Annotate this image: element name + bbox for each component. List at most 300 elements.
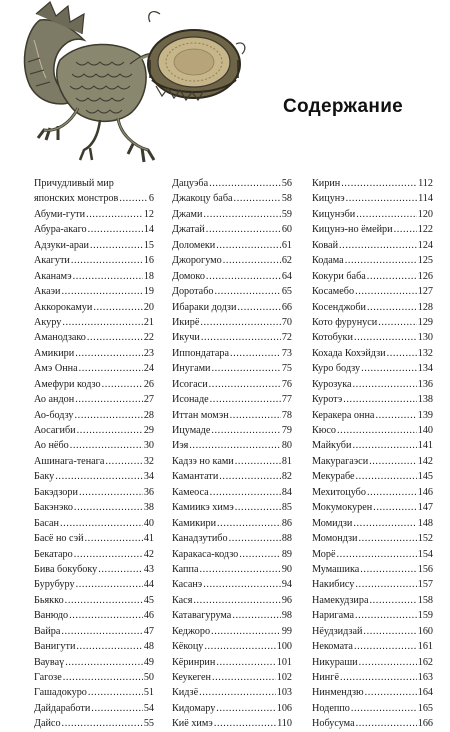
dragon-body	[57, 44, 146, 121]
toc-entry-page: 75	[281, 363, 292, 375]
toc-entry-page: 100	[276, 641, 292, 653]
toc-entry	[34, 469, 154, 484]
toc-leader-dots	[74, 500, 143, 515]
toc-entry	[312, 716, 433, 731]
toc-entry-title: Косенджоби	[312, 301, 366, 313]
toc-entry-title: Некомата	[312, 641, 353, 653]
toc-entry	[172, 562, 292, 577]
toc-entry-page: 23	[143, 347, 154, 359]
toc-entry-title: Кото фурунуси	[312, 316, 378, 328]
toc-entry-title: Кирин	[312, 178, 341, 189]
toc-entry-page: 40	[143, 517, 154, 529]
toc-leader-dots	[212, 361, 281, 376]
toc-entry-page: 129	[417, 316, 433, 328]
toc-entry-title: Аккорокамуи	[34, 301, 93, 313]
toc-entry	[312, 284, 433, 299]
toc-entry-page: 21	[143, 316, 154, 328]
toc-entry-title: Джами	[172, 208, 203, 220]
toc-leader-dots	[351, 701, 417, 716]
toc-entry	[34, 716, 154, 731]
toc-leader-dots	[206, 222, 281, 237]
toc-entry	[172, 438, 292, 453]
toc-entry	[172, 469, 292, 484]
toc-entry-page: 77	[281, 394, 292, 406]
toc-leader-dots	[216, 701, 275, 716]
toc-entry-page: 80	[281, 440, 292, 452]
toc-entry-title: Ибараки додзи	[172, 301, 237, 313]
toc-leader-dots	[79, 485, 143, 500]
toc-entry-title: Амикири	[34, 347, 75, 359]
toc-leader-dots	[360, 562, 416, 577]
toc-entry-page: 163	[417, 672, 433, 683]
toc-entry	[312, 269, 433, 284]
toc-leader-dots	[93, 300, 142, 315]
toc-leader-dots	[359, 655, 417, 670]
toc-entry	[34, 392, 154, 407]
toc-entry	[172, 624, 292, 639]
toc-leader-dots	[209, 176, 281, 191]
toc-entry	[172, 701, 292, 716]
toc-leader-dots	[55, 469, 143, 484]
toc-entry-title: Дайдаработи	[34, 702, 91, 714]
toc-entry	[312, 361, 433, 376]
toc-leader-dots	[214, 284, 280, 299]
toc-entry-page: 139	[417, 409, 433, 421]
toc-leader-dots	[63, 670, 143, 685]
toc-entry-page: 132	[417, 347, 433, 359]
toc-entry-title: Канадзутибо	[172, 533, 228, 545]
toc-entry	[34, 593, 154, 608]
toc-entry-title: Домоко	[172, 270, 205, 282]
toc-leader-dots	[88, 222, 143, 237]
toc-entry	[172, 191, 292, 206]
toc-entry	[312, 300, 433, 315]
toc-entry	[34, 222, 154, 237]
toc-entry-title: Каппа	[172, 563, 199, 575]
toc-leader-dots	[209, 377, 281, 392]
toc-leader-dots	[71, 253, 143, 268]
toc-entry-title: Кадзэ но ками	[172, 455, 234, 467]
toc-entry-title: Басё но сэй	[34, 533, 84, 545]
toc-entry-title: Мокумокурен	[312, 502, 373, 514]
toc-entry	[312, 438, 433, 453]
toc-leader-dots	[199, 685, 276, 700]
toc-entry-page: 72	[281, 332, 292, 344]
toc-entry-page: 48	[143, 641, 154, 653]
toc-entry-title: Ао андон	[34, 394, 75, 406]
toc-entry	[34, 500, 154, 515]
toc-entry-title: Камеоса	[172, 486, 209, 498]
toc-entry	[312, 655, 433, 670]
toc-entry-page: 148	[417, 517, 433, 529]
toc-leader-dots	[361, 361, 417, 376]
toc-entry	[172, 485, 292, 500]
toc-leader-dots	[76, 639, 142, 654]
toc-entry-page: 66	[281, 301, 292, 313]
toc-entry-title: Нёудзидзай	[312, 625, 363, 637]
toc-entry-page: 32	[143, 455, 154, 467]
toc-entry	[312, 222, 433, 237]
toc-entry-page: 29	[143, 425, 154, 436]
toc-entry-page: 70	[281, 316, 292, 328]
toc-entry	[34, 207, 154, 222]
toc-entry	[34, 377, 154, 392]
toc-leader-dots	[210, 485, 281, 500]
toc-entry	[34, 670, 154, 685]
toc-entry	[312, 330, 433, 345]
toc-columns	[34, 176, 433, 732]
toc-entry	[34, 655, 154, 670]
toc-entry-page: 41	[143, 533, 154, 545]
toc-entry-page: 20	[143, 301, 154, 313]
toc-entry-page: 124	[417, 239, 433, 251]
toc-entry-title: Морё	[312, 548, 336, 560]
toc-entry-title: Мекурабе	[312, 471, 355, 483]
toc-leader-dots	[76, 577, 143, 592]
toc-entry-page: 56	[281, 178, 292, 189]
toc-leader-dots	[367, 485, 417, 500]
toc-entry-title: Баку	[34, 471, 55, 483]
toc-entry-title: Камантати	[172, 471, 219, 483]
toc-entry-page: 134	[417, 363, 433, 375]
toc-entry	[34, 608, 154, 623]
toc-entry-page: 36	[143, 486, 154, 498]
toc-entry-title: Доломеки	[172, 239, 216, 251]
toc-entry-title: Накибису	[312, 579, 355, 591]
toc-entry-page: 15	[143, 239, 154, 251]
toc-entry	[172, 253, 292, 268]
toc-entry-page: 42	[143, 548, 154, 560]
toc-leader-dots	[387, 346, 417, 361]
toc-leader-dots	[203, 207, 280, 222]
toc-entry-page: 59	[281, 208, 292, 220]
toc-entry-title: Иппондатара	[172, 347, 229, 359]
toc-leader-dots	[86, 207, 143, 222]
toc-entry-title: Джатай	[172, 224, 205, 236]
toc-entry-page: 103	[276, 687, 292, 699]
toc-leader-dots	[69, 608, 143, 623]
toc-entry-title: Адзуки-араи	[34, 239, 89, 251]
toc-entry-title: Кицунэ-но ёмейри	[312, 224, 393, 236]
toc-entry-title: Джакоцу баба	[172, 193, 233, 205]
toc-entry-page: 24	[143, 363, 154, 375]
toc-entry-title: Абура-акаго	[34, 224, 87, 236]
toc-entry-title: Джорогумо	[172, 255, 222, 267]
toc-entry-page: 60	[281, 224, 292, 236]
toc-leader-dots	[230, 346, 281, 361]
toc-entry-title: Нингё	[312, 672, 339, 683]
toc-entry	[172, 670, 292, 685]
toc-entry-page: 98	[281, 610, 292, 622]
toc-entry	[34, 624, 154, 639]
toc-entry	[172, 500, 292, 515]
toc-entry	[172, 608, 292, 623]
toc-entry-title: Кодама	[312, 255, 344, 267]
toc-entry	[172, 300, 292, 315]
toc-entry-title: Ао нёбо	[34, 440, 69, 452]
toc-entry-page: 47	[143, 625, 154, 637]
toc-entry	[172, 377, 292, 392]
toc-entry-title: Касанэ	[172, 579, 203, 591]
toc-entry-title: Камикири	[172, 517, 217, 529]
toc-entry	[34, 639, 154, 654]
toc-entry	[172, 423, 292, 438]
toc-leader-dots	[210, 392, 281, 407]
toc-leader-dots	[77, 423, 143, 438]
toc-entry-page: 12	[143, 208, 154, 220]
toc-entry-title: Акуру	[34, 316, 62, 328]
toc-entry-page: 81	[281, 455, 292, 467]
toc-entry	[34, 547, 154, 562]
toc-entry-page: 26	[143, 378, 154, 390]
toc-entry	[172, 238, 292, 253]
toc-entry	[172, 330, 292, 345]
toc-entry-page: 127	[417, 286, 433, 298]
toc-entry-title: Гашадокуро	[34, 687, 87, 699]
toc-entry-title: Каракаса-кодзо	[172, 548, 239, 560]
toc-leader-dots	[356, 716, 417, 731]
toc-leader-dots	[343, 392, 416, 407]
toc-leader-dots	[341, 176, 417, 191]
mirror-disc	[148, 30, 240, 98]
toc-entry	[34, 577, 154, 592]
toc-column-3	[312, 176, 433, 732]
toc-entry-title: Намекудзира	[312, 594, 369, 606]
toc-leader-dots	[70, 438, 143, 453]
toc-entry-page: 147	[417, 502, 433, 514]
toc-entry	[312, 423, 433, 438]
toc-entry	[34, 454, 154, 469]
dragon-leg-left	[38, 108, 78, 140]
toc-entry-page: 43	[143, 563, 154, 575]
toc-entry-title: Исогаси	[172, 378, 208, 390]
toc-entry	[172, 392, 292, 407]
toc-entry-title: Причудливый мир	[34, 178, 114, 189]
toc-entry	[172, 531, 292, 546]
toc-entry-title: Курозука	[312, 378, 352, 390]
toc-entry-title: Вайра	[34, 625, 61, 637]
toc-column-2	[172, 176, 292, 732]
toc-entry-page: 112	[418, 178, 433, 189]
toc-entry-page: 27	[143, 394, 154, 406]
toc-column-1	[34, 176, 154, 732]
toc-entry-page: 54	[143, 702, 154, 714]
toc-entry-page: 110	[277, 718, 292, 730]
toc-entry-page: 51	[143, 687, 154, 699]
toc-entry-title: Аманодзако	[34, 332, 86, 344]
toc-leader-dots	[235, 500, 281, 515]
dragon-leg-right	[118, 118, 154, 162]
toc-entry	[34, 346, 154, 361]
toc-entry-page: 122	[417, 224, 433, 236]
toc-leader-dots	[88, 685, 143, 700]
toc-entry-page: 76	[281, 378, 292, 390]
toc-leader-dots	[62, 284, 143, 299]
toc-entry	[172, 577, 292, 592]
toc-entry-page: 50	[143, 672, 154, 683]
toc-entry-page: 30	[143, 440, 154, 452]
toc-leader-dots	[201, 330, 281, 345]
toc-entry	[34, 300, 154, 315]
toc-entry-page: 19	[143, 286, 154, 298]
toc-entry	[34, 485, 154, 500]
toc-entry-page: 99	[281, 625, 292, 637]
toc-entry	[312, 454, 433, 469]
toc-entry-title: Камиикэ химэ	[172, 502, 234, 514]
page-title: Содержание	[283, 96, 404, 117]
toc-entry	[34, 191, 154, 206]
toc-entry-page: 46	[143, 610, 154, 622]
toc-entry-title: Кася	[172, 594, 193, 606]
toc-entry-title: Кюсо	[312, 425, 337, 436]
toc-entry-page: 128	[417, 301, 433, 313]
toc-entry	[172, 207, 292, 222]
toc-leader-dots	[211, 624, 281, 639]
toc-entry-page: 94	[281, 579, 292, 591]
toc-entry	[34, 284, 154, 299]
toc-leader-dots	[223, 253, 281, 268]
toc-leader-dots	[373, 500, 417, 515]
toc-leader-dots	[199, 562, 280, 577]
toc-entry-page: 165	[417, 702, 433, 714]
toc-entry	[172, 346, 292, 361]
toc-entry	[312, 408, 433, 423]
toc-entry-title: Доротабо	[172, 286, 214, 298]
toc-entry-page: 140	[417, 425, 433, 436]
toc-entry	[34, 253, 154, 268]
toc-leader-dots	[75, 346, 143, 361]
toc-entry-title: Мехитоцубо	[312, 486, 366, 498]
toc-entry-page: 102	[276, 672, 292, 683]
toc-entry-title: Ашинага-тенага	[34, 455, 105, 467]
toc-entry	[312, 562, 433, 577]
toc-leader-dots	[60, 516, 143, 531]
toc-entry-title: Наригама	[312, 610, 355, 622]
toc-entry-page: 14	[143, 224, 154, 236]
toc-leader-dots	[90, 238, 143, 253]
toc-entry	[172, 639, 292, 654]
toc-entry-title: Бакэнэко	[34, 502, 73, 514]
toc-entry-title: Кёринрин	[172, 656, 216, 668]
toc-entry-title: японских монстров	[34, 193, 119, 205]
toc-entry-page: 61	[281, 239, 292, 251]
toc-leader-dots	[75, 408, 143, 423]
toc-entry	[312, 485, 433, 500]
toc-entry-page: 161	[417, 641, 433, 653]
toc-leader-dots	[354, 639, 417, 654]
toc-entry-page: 49	[143, 656, 154, 668]
toc-leader-dots	[230, 408, 281, 423]
toc-entry	[312, 670, 433, 685]
toc-entry-page: 78	[281, 409, 292, 421]
toc-entry-page: 141	[417, 440, 433, 452]
toc-entry-title: Кицунэ	[312, 193, 345, 205]
toc-leader-dots	[102, 377, 143, 392]
toc-entry-page: 58	[281, 193, 292, 205]
toc-leader-dots	[85, 531, 143, 546]
toc-entry	[172, 454, 292, 469]
toc-entry-title: Кицунэби	[312, 208, 356, 220]
toc-entry-title: Бурубуру	[34, 579, 75, 591]
toc-leader-dots	[337, 547, 417, 562]
toc-leader-dots	[345, 253, 417, 268]
toc-entry	[312, 500, 433, 515]
toc-leader-dots	[91, 701, 143, 716]
toc-entry-title: Дайсо	[34, 718, 61, 730]
toc-entry-page: 146	[417, 486, 433, 498]
toc-entry-title: Дацуэба	[172, 178, 209, 189]
toc-leader-dots	[235, 454, 281, 469]
toc-leader-dots	[211, 423, 280, 438]
toc-leader-dots	[74, 547, 143, 562]
toc-leader-dots	[358, 531, 416, 546]
toc-leader-dots	[370, 593, 417, 608]
toc-leader-dots	[356, 207, 416, 222]
toc-entry-title: Макурагаэси	[312, 455, 369, 467]
toc-entry-title: Косамебо	[312, 286, 355, 298]
toc-leader-dots	[62, 315, 143, 330]
toc-entry-page: 158	[417, 594, 433, 606]
toc-entry-page: 164	[417, 687, 433, 699]
toc-entry	[34, 269, 154, 284]
toc-leader-dots	[217, 516, 281, 531]
toc-leader-dots	[355, 608, 417, 623]
toc-entry	[34, 438, 154, 453]
toc-entry-title: Керакера онна	[312, 409, 375, 421]
toc-entry	[172, 716, 292, 731]
toc-entry	[312, 685, 433, 700]
toc-entry-title: Кохада Кохэйдзи	[312, 347, 386, 359]
toc-entry	[312, 238, 433, 253]
toc-entry-title: Ицумаде	[172, 425, 211, 436]
toc-entry-title: Ванигути	[34, 641, 76, 653]
toc-entry-page: 16	[143, 255, 154, 267]
toc-leader-dots	[206, 269, 281, 284]
toc-entry	[34, 701, 154, 716]
toc-entry	[312, 469, 433, 484]
toc-entry-title: Исонаде	[172, 394, 209, 406]
toc-entry-page: 126	[417, 270, 433, 282]
toc-leader-dots	[212, 670, 276, 685]
toc-leader-dots	[119, 191, 148, 206]
toc-entry	[172, 315, 292, 330]
toc-entry-title: Бекатаро	[34, 548, 73, 560]
toc-entry-title: Басан	[34, 517, 59, 529]
toc-entry-page: 159	[417, 610, 433, 622]
toc-entry-title: Момидзи	[312, 517, 353, 529]
toc-entry	[172, 408, 292, 423]
toc-leader-dots	[65, 593, 143, 608]
toc-leader-dots	[75, 392, 143, 407]
toc-entry-page: 142	[417, 455, 433, 467]
toc-entry-title: Катавагурума	[172, 610, 232, 622]
toc-entry-page: 166	[417, 718, 433, 730]
toc-leader-dots	[237, 300, 280, 315]
toc-entry-title: Акагути	[34, 255, 70, 267]
toc-entry	[172, 361, 292, 376]
toc-entry-page: 138	[417, 394, 433, 406]
toc-entry	[312, 176, 433, 191]
toc-leader-dots	[355, 284, 417, 299]
toc-entry-title: Бакэдзори	[34, 486, 78, 498]
toc-leader-dots	[229, 531, 281, 546]
toc-leader-dots	[239, 547, 281, 562]
toc-entry-page: 73	[281, 347, 292, 359]
toc-leader-dots	[355, 577, 416, 592]
toc-entry-page: 65	[281, 286, 292, 298]
toc-entry-title: Икирё	[172, 316, 200, 328]
toc-entry-title: Амэ Онна	[34, 363, 78, 375]
